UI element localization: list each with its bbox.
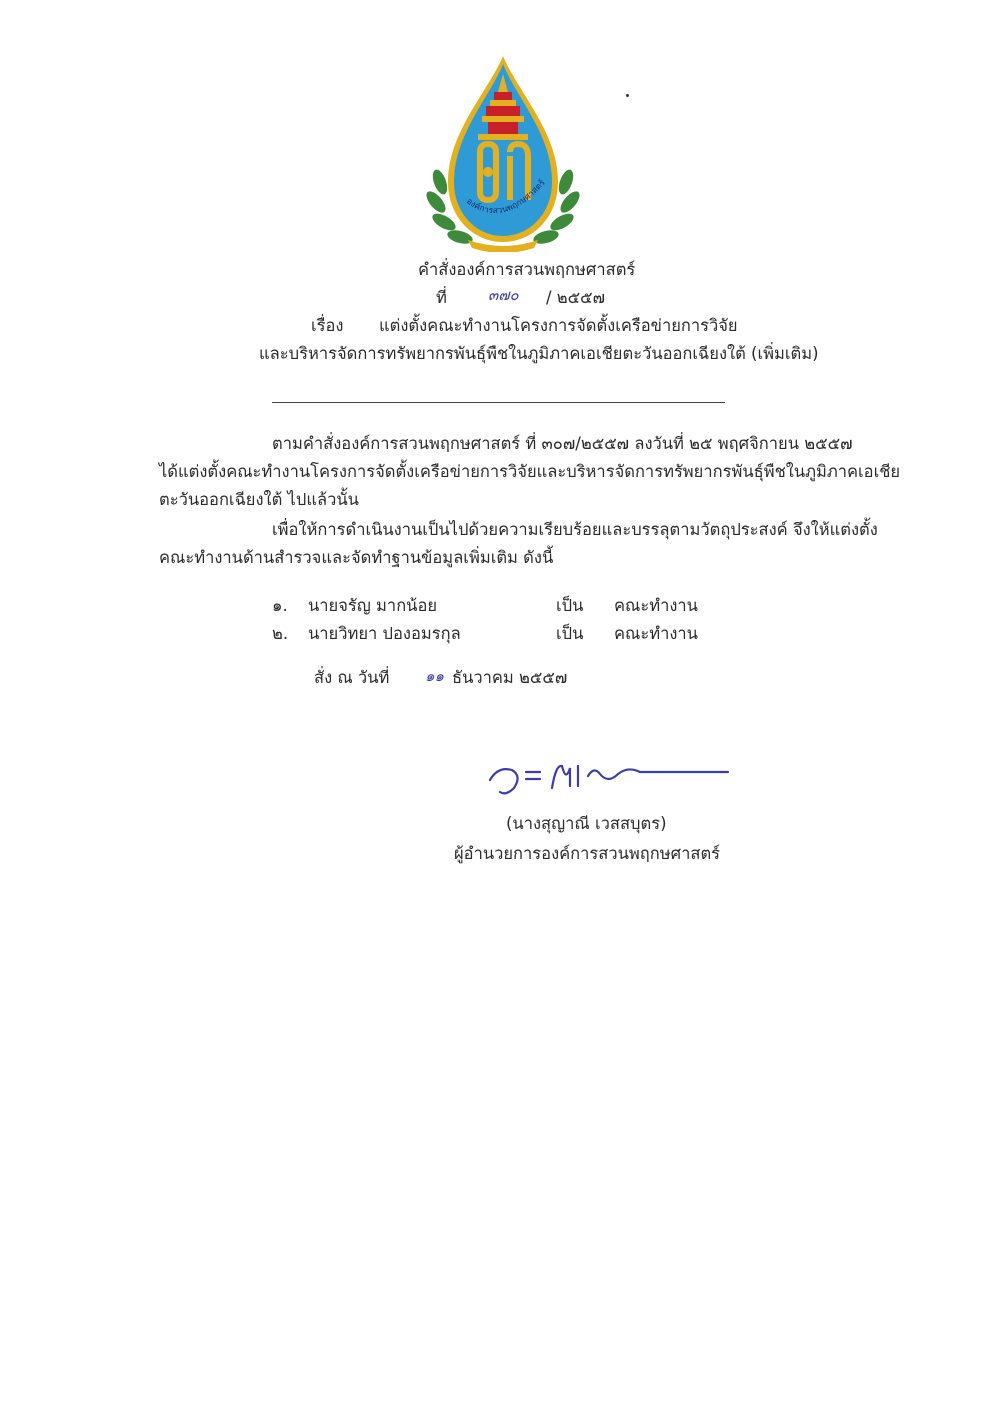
- paragraph-1-line-2: ได้แต่งตั้งคณะทำงานโครงการจัดตั้งเครือข่ายการวิจัยและบริหารจัดการทรัพยากรพันธุ์พืชในภูมิภาคเอเชีย: [159, 462, 901, 481]
- paragraph-1-line-3: ตะวันออกเฉียงใต้ ไปแล้วนั้น: [159, 490, 359, 509]
- scan-speck: [626, 94, 629, 97]
- order-number-label: ที่: [436, 288, 447, 307]
- logo-text: องค์การสวนพฤกษศาสตร์: [464, 178, 548, 217]
- paragraph-1-line-1: ตามคำสั่งองค์การสวนพฤกษศาสตร์ ที่ ๓๐๗/๒๕๕๗ ลงวันที่ ๒๕ พฤศจิกายน ๒๕๕๗: [272, 434, 853, 453]
- order-date-month-year: ธันวาคม ๒๕๕๗: [452, 668, 568, 687]
- paragraph-2-line-2: คณะทำงานด้านสำรวจและจัดทำฐานข้อมูลเพิ่มเติม ดังนี้: [159, 548, 554, 567]
- member-name: นายวิทยา ปองอมรกุล: [308, 624, 461, 643]
- signatory-position: ผู้อำนวยการองค์การสวนพฤกษศาสตร์: [454, 844, 721, 863]
- order-number-year: / ๒๕๕๗: [546, 288, 606, 307]
- header-divider: [272, 402, 725, 403]
- subject-line-1: แต่งตั้งคณะทำงานโครงการจัดตั้งเครือข่ายการวิจัย: [379, 316, 738, 335]
- member-name: นายจรัญ มากน้อย: [308, 596, 438, 615]
- botanical-garden-logo: [418, 52, 588, 252]
- member-role: คณะทำงาน: [614, 596, 698, 615]
- member-as: เป็น: [556, 596, 584, 615]
- handwritten-signature: [478, 752, 738, 802]
- order-date-prefix: สั่ง ณ วันที่: [314, 668, 390, 687]
- order-number-handwritten: ๓๗๐: [488, 286, 519, 304]
- order-date-day-handwritten: ๑๑: [425, 667, 445, 685]
- order-title: คำสั่งองค์การสวนพฤกษศาสตร์: [418, 260, 636, 279]
- member-as: เป็น: [556, 624, 584, 643]
- paragraph-2-line-1: เพื่อให้การดำเนินงานเป็นไปด้วยความเรียบร้อยและบรรลุตามวัตถุประสงค์ จึงให้แต่งตั้ง: [272, 520, 878, 539]
- subject-label: เรื่อง: [311, 316, 344, 335]
- member-number: ๒.: [272, 624, 289, 643]
- member-role: คณะทำงาน: [614, 624, 698, 643]
- signatory-name: (นางสุญาณี เวสสบุตร): [506, 814, 667, 833]
- subject-line-2: และบริหารจัดการทรัพยากรพันธุ์พืชในภูมิภาคเอเชียตะวันออกเฉียงใต้ (เพิ่มเติม): [259, 344, 819, 363]
- member-number: ๑.: [272, 596, 288, 615]
